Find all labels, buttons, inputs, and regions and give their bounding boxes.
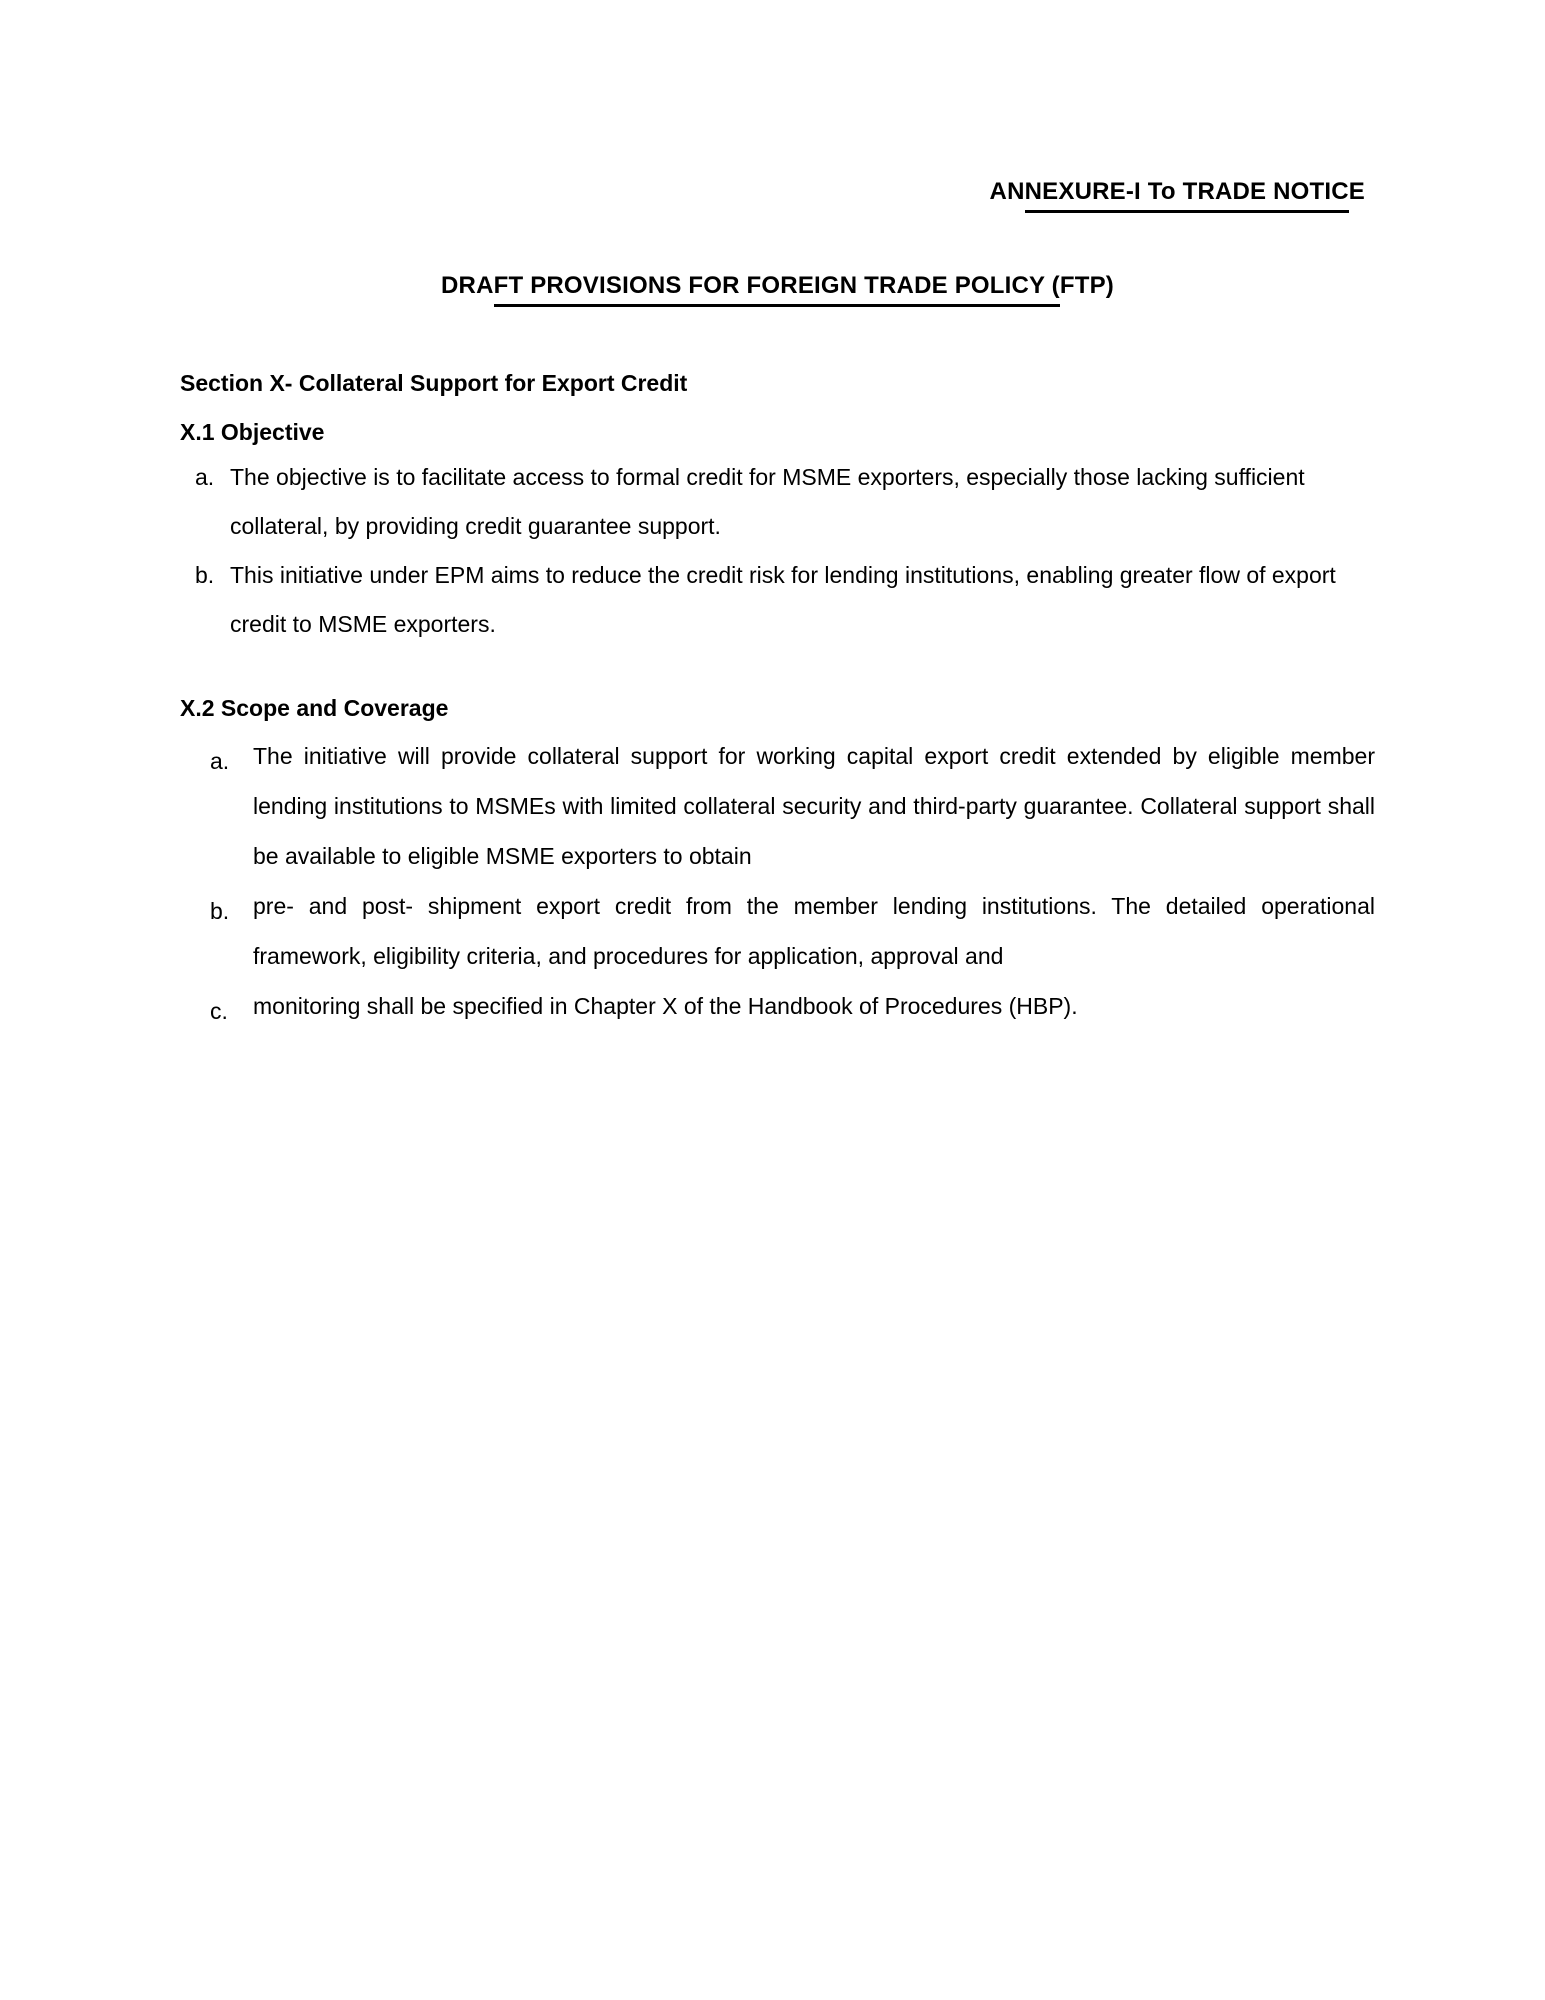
section-x1-list: [180, 453, 1375, 649]
annexure-heading-pre: AN: [989, 178, 1025, 205]
list-item-marker: a.: [210, 748, 230, 774]
document-title-post: FTP): [1059, 272, 1114, 299]
list-item: [180, 551, 1375, 649]
list-item-marker: b.: [210, 898, 230, 924]
list-item-marker: b.: [195, 562, 215, 588]
list-item-marker: a.: [195, 464, 215, 490]
list-item-text: The initiative will provide collateral support for working capital export credit extended by eligible member lending institutions to MSMEs with limited collateral security and third-party guarantee. Collateral support shall be available to eligible MSME exporters to obtain: [253, 743, 1375, 869]
list-item-text: The objective is to facilitate access to formal credit for MSME exporters, especially those lacking sufficient collateral, by providing credit guarantee support.: [230, 464, 1305, 539]
list-item-text: pre- and post- shipment export credit from the member lending institutions. The detailed operational framework, eligibility criteria, and procedures for application, approval and: [253, 893, 1375, 969]
section-x1-heading: X.1 Objective: [180, 419, 325, 445]
list-item: [180, 981, 1375, 1031]
list-item-text: monitoring shall be specified in Chapter X of the Handbook of Procedures (HBP).: [253, 993, 1078, 1019]
annexure-heading-post: E: [1348, 178, 1365, 205]
list-item: [180, 731, 1375, 881]
document-title-pre: DRA: [441, 272, 494, 299]
document-title-underlined: FT PROVISIONS FOR FOREIGN TRADE POLICY (: [494, 272, 1060, 307]
section-x2-heading: X.2 Scope and Coverage: [180, 695, 449, 721]
list-item-text: This initiative under EPM aims to reduce the credit risk for lending institutions, enabling greater flow of export credit to MSME exporters.: [230, 562, 1336, 637]
section-x2-list: [180, 731, 1375, 1031]
annexure-heading-underlined: NEXURE-I To TRADE NOTIC: [1025, 178, 1349, 213]
list-item: [180, 881, 1375, 981]
annexure-heading: [180, 178, 1365, 206]
list-item-marker: c.: [210, 998, 228, 1024]
document-title: [180, 272, 1375, 300]
section-x-heading: Section X- Collateral Support for Export Credit: [180, 370, 688, 396]
list-item: [180, 453, 1375, 551]
